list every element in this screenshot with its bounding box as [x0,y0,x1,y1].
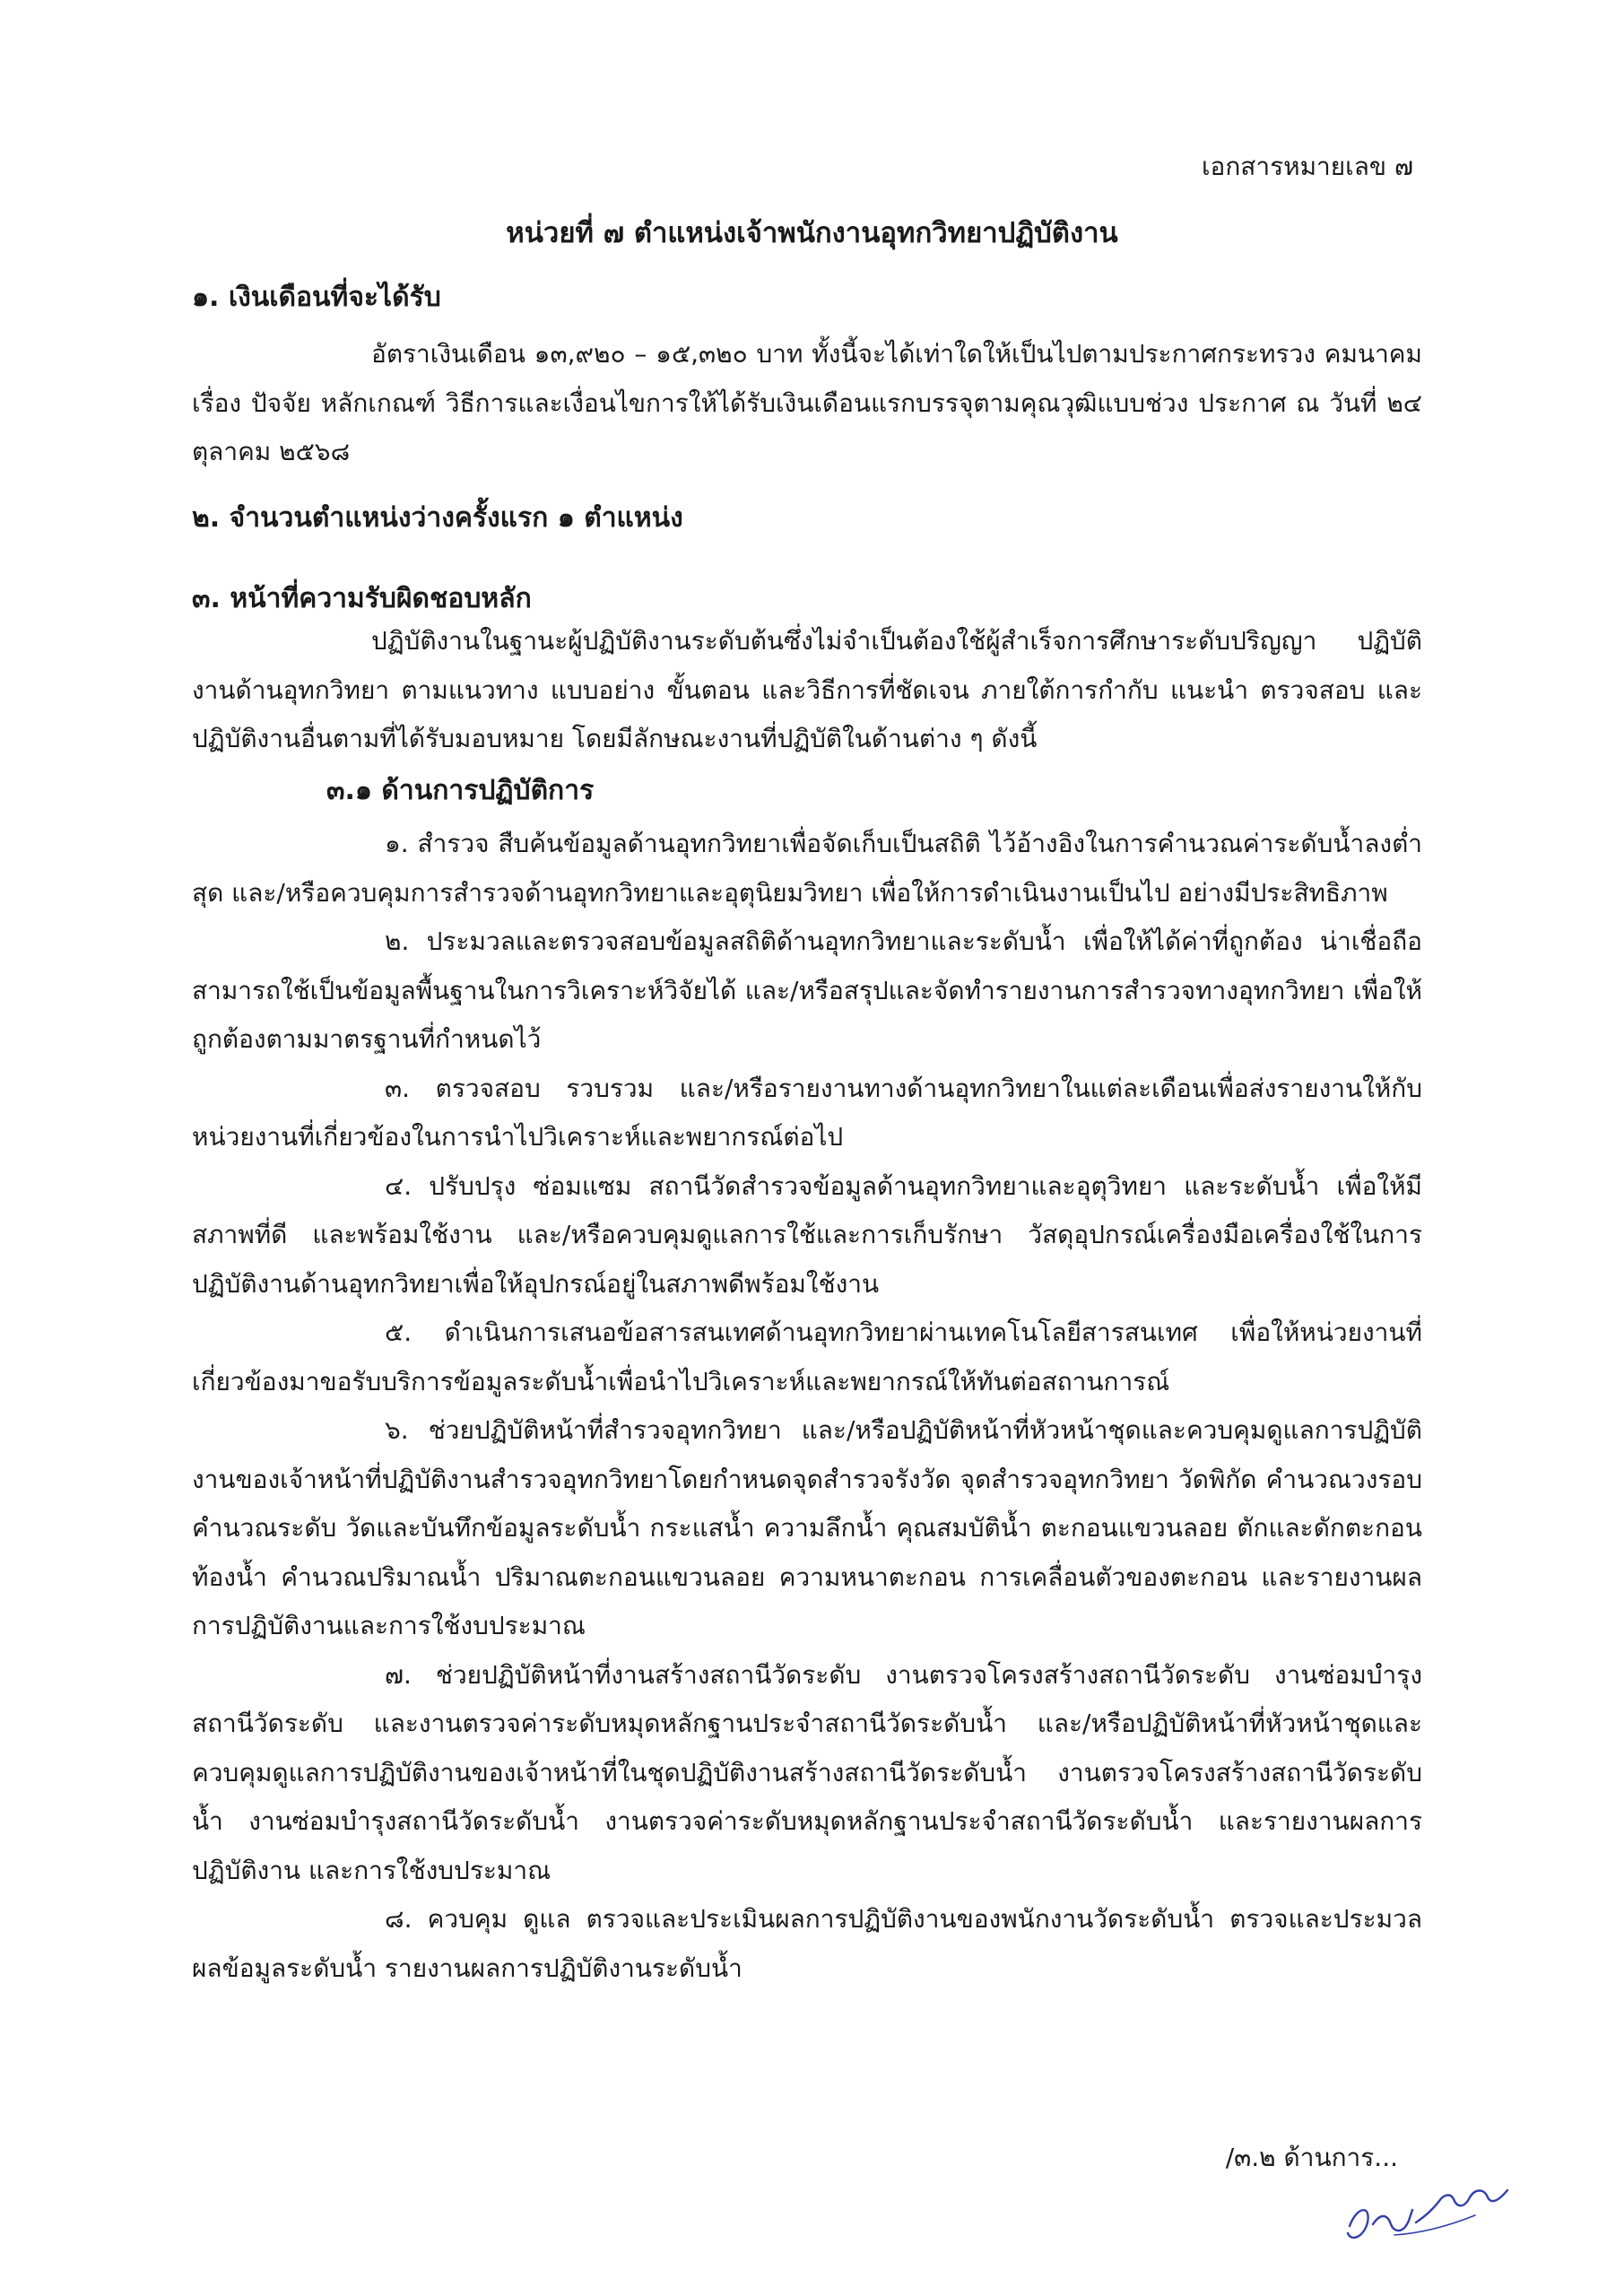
duty-item-5: ๕. ดำเนินการเสนอข้อสารสนเทศด้านอุทกวิทยาผ่านเทคโนโลยีสารสนเทศ เพื่อให้หน่วยงานที่เกี่ยวข้องมาขอรับบริการข้อมูลระดับน้ำเพื่อนำไปวิเคราะห์และพยากรณ์ให้ทันต่อสถานการณ์ [192,1318,1422,1396]
vacancy-section [192,499,1422,538]
salary-body [192,330,1422,477]
duty-item-7: ๗. ช่วยปฏิบัติหน้าที่งานสร้างสถานีวัดระดับ งานตรวจโครงสร้างสถานีวัดระดับ งานซ่อมบำรุงสถานีวัดระดับ และงานตรวจค่าระดับหมุดหลักฐานประจำสถานีวัดระดับน้ำ และ/หรือปฏิบัติหน้าที่หัวหน้าชุดและควบคุมดูแลการปฏิบัติงานของเจ้าหน้าที่ในชุดปฏิบัติงานสร้างสถานีวัดระดับน้ำ งานตรวจโครงสร้างสถานีวัดระดับน้ำ งานซ่อมบำรุงสถานีวัดระดับน้ำ งานตรวจค่าระดับหมุดหลักฐานประจำสถานีวัดระดับน้ำ และรายงานผลการปฏิบัติงาน และการใช้งบประมาณ [192,1659,1422,1885]
salary-section [192,278,1422,317]
handwritten-signature [1341,2170,1520,2251]
operations-subsection [192,771,1422,811]
duties-section [192,579,1422,619]
duty-item-3: ๓. ตรวจสอบ รวบรวม และ/หรือรายงานทางด้านอุทกวิทยาในแต่ละเดือนเพื่อส่งรายงานให้กับหน่วยงานที่เกี่ยวข้องในการนำไปวิเคราะห์และพยากรณ์ต่อไป [192,1073,1422,1152]
duties-intro-text: ปฏิบัติงานในฐานะผู้ปฏิบัติงานระดับต้นซึ่งไม่จำเป็นต้องใช้ผู้สำเร็จการศึกษาระดับปริญญา ปฏิบัติงานด้านอุทกวิทยา ตามแนวทาง แบบอย่าง ขั้นตอน และวิธีการที่ชัดเจน ภายใต้การกำกับ แนะนำ ตรวจสอบ และปฏิบัติงานอื่นตามที่ได้รับมอบหมาย โดยมีลักษณะงานที่ปฏิบัติในด้านต่าง ๆ ดังนี้ [192,626,1422,753]
salary-heading: ๑. เงินเดือนที่จะได้รับ [192,282,441,313]
salary-text: อัตราเงินเดือน ๑๓,๙๒๐ – ๑๕,๓๒๐ บาท ทั้งนี้จะได้เท่าใดให้เป็นไปตามประกาศกระทรวง คมนาคม เรื่อง ปัจจัย หลักเกณฑ์ วิธีการและเงื่อนไขการให้ได้รับเงินเดือนแรกบรรจุตามคุณวุฒิแบบช่วง ประกาศ ณ วันที่ ๒๔ ตุลาคม ๒๕๖๘ [192,339,1422,466]
document-number: เอกสารหมายเลข ๗ [1201,152,1413,181]
duty-item-4: ๔. ปรับปรุง ซ่อมแซม สถานีวัดสำรวจข้อมูลด้านอุทกวิทยาและอุตุวิทยา และระดับน้ำ เพื่อให้มีสภาพที่ดี และพร้อมใช้งาน และ/หรือควบคุมดูแลการใช้และการเก็บรักษา วัสดุอุปกรณ์เครื่องมือเครื่องใช้ในการปฏิบัติงานด้านอุทกวิทยาเพื่อให้อุปกรณ์อยู่ในสภาพดีพร้อมใช้งาน [192,1170,1422,1299]
vacancy-heading: ๒. จำนวนตำแหน่งว่างครั้งแรก ๑ ตำแหน่ง [192,502,683,534]
duty-item-6: ๖. ช่วยปฏิบัติหน้าที่สำรวจอุทกวิทยา และ/หรือปฏิบัติหน้าที่หัวหน้าชุดและควบคุมดูแลการปฏิบัติงานของเจ้าหน้าที่ปฏิบัติงานสำรวจอุทกวิทยาโดยกำหนดจุดสำรวจรังวัด จุดสำรวจอุทกวิทยา วัดพิกัด คำนวณวงรอบ คำนวณระดับ วัดและบันทึกข้อมูลระดับน้ำ กระแสน้ำ ความลึกน้ำ คุณสมบัติน้ำ ตะกอนแขวนลอย ตักและดักตะกอนท้องน้ำ คำนวณปริมาณน้ำ ปริมาณตะกอนแขวนลอย ความหนาตะกอน การเคลื่อนตัวของตะกอน และรายงานผลการปฏิบัติงานและการใช้งบประมาณ [192,1415,1422,1640]
duty-item-2: ๒. ประมวลและตรวจสอบข้อมูลสถิติด้านอุทกวิทยาและระดับน้ำ เพื่อให้ได้ค่าที่ถูกต้อง น่าเชื่อถือ สามารถใช้เป็นข้อมูลพื้นฐานในการวิเคราะห์วิจัยได้ และ/หรือสรุปและจัดทำรายงานการสำรวจทางอุทกวิทยา เพื่อให้ถูกต้องตามมาตรฐานที่กำหนดไว้ [192,926,1422,1054]
document-title: หน่วยที่ ๗ ตำแหน่งเจ้าพนักงานอุทกวิทยาปฏิบัติงาน [506,217,1118,249]
duties-heading: ๓. หน้าที่ความรับผิดชอบหลัก [192,583,532,614]
duty-item-8: ๘. ควบคุม ดูแล ตรวจและประเมินผลการปฏิบัติงานของพนักงานวัดระดับน้ำ ตรวจและประมวลผลข้อมูลระดับน้ำ รายงานผลการปฏิบัติงานระดับน้ำ [192,1904,1422,1983]
duty-list [192,820,1422,1993]
continued-marker: /๓.๒ ด้านการ... [1225,2143,1398,2172]
operations-subheading: ๓.๑ ด้านการปฏิบัติการ [326,775,595,806]
duties-intro [192,617,1422,764]
duty-item-1: ๑. สำรวจ สืบค้นข้อมูลด้านอุทกวิทยาเพื่อจัดเก็บเป็นสถิติ ไว้อ้างอิงในการคำนวณค่าระดับน้ำลงต่ำสุด และ/หรือควบคุมการสำรวจด้านอุทกวิทยาและอุตุนิยมวิทยา เพื่อให้การดำเนินงานเป็นไป อย่างมีประสิทธิภาพ [192,829,1422,908]
